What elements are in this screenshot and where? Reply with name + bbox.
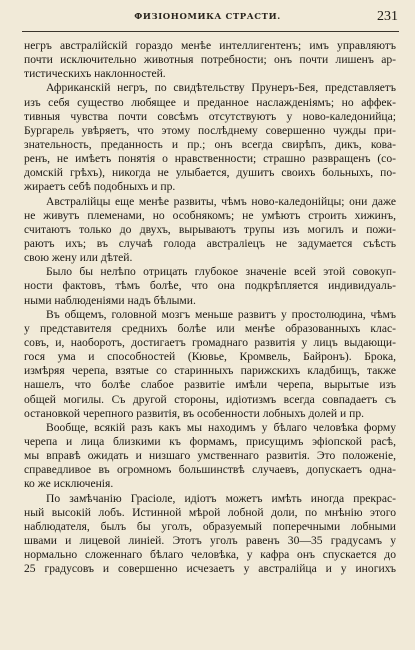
text-line: совъ, и, наоборотъ, достигаетъ громаднаго развитія у лицъ выдающи- [24,335,396,349]
text-line: ными наблюденіями надъ бѣлыми. [24,293,196,307]
text-line: у представителя среднихъ болѣе или менѣе образованныхъ клас- [24,321,396,335]
text-line: знательность, преданность и пр.; онъ всегда свирѣпъ, дикъ, кова- [24,137,396,151]
text-line: 25 градусовъ и совершенно исчезаетъ у австралійца и у иногихъ [24,562,396,576]
text-line: нормально сложеннаго бѣлаго человѣка, у кафра онъ спускается до [24,548,396,562]
text-line: справедливое въ огромномъ большинствѣ случаевъ, допускаетъ одна- [24,463,396,477]
text-line: мы вправѣ ожидать и низшаго умственнаго развитія. Это положеніе, [24,449,396,463]
page-header [0,10,415,28]
text-line: Бургарель увѣряетъ, что этому послѣднему совершенно чужды при- [24,123,396,137]
text-line: измѣряя черепа, взятые со старинныхъ парижскихъ кладбищъ, также [24,364,396,378]
text-line: свою жену или дѣтей. [24,251,133,265]
text-line: нашелъ, что болѣе слабое развитіе имѣли черепа, вырытые изъ [24,378,396,392]
text-line: считаютъ только до двухъ, вырываютъ трупы изъ могилъ и пожи- [24,222,396,236]
text-line: Австралійцы еще менѣе развиты, чѣмъ ново-каледонійцы; они даже [46,194,396,208]
text-line: негръ австралійскій гораздо менѣе интеллигентенъ; имъ управляютъ [24,39,396,52]
text-line: ности фактовъ, тѣмъ болѣе, что она подкрѣпляется индивидуаль- [24,279,396,293]
text-line: швами и лицевой линіей. Этотъ уголъ равенъ 30—35 градусамъ у [24,533,396,547]
header-rule [22,31,399,32]
text-line: По замѣчанію Грасіоле, идіотъ можетъ имѣть иногда прекрас- [46,491,396,505]
text-line: жираетъ себѣ подобныхъ и пр. [24,180,176,194]
text-line: ный высокій лобъ. Истинной мѣрой лобной доли, по мнѣнію этого [24,505,396,519]
text-line: тистическихъ наклонностей. [24,67,166,81]
body-text [24,39,396,576]
text-line: ренъ, не имѣетъ понятія о нравственности; страшно развращенъ (со- [24,152,396,166]
text-line: Африканскій негръ, по свидѣтельству Прунеръ-Бея, представляетъ [46,81,396,95]
text-line: гося ума и способностей (Кювье, Кромвель, Байронъ). Брока, [24,350,396,364]
text-line: общей могилы. Съ другой стороны, идіотизмъ всегда совпадаетъ съ [24,392,396,406]
text-line: раютъ ихъ; въ случаѣ голода австраліецъ не задумается съѣсть [24,236,396,250]
text-line: Было бы нелѣпо отрицать глубокое значеніе всей этой совокуп- [46,265,396,279]
running-title: ФИЗІОНОМИКА СТРАСТИ. [134,12,281,22]
text-line: Вообще, всякій разъ какъ мы находимъ у бѣлаго человѣка форму [46,420,396,434]
text-line: Въ общемъ, головной мозгъ меньше развитъ у простолюдина, чѣмъ [46,307,396,321]
page-number: 231 [377,9,398,24]
text-line: не живутъ племенами, но особнякомъ; не умѣютъ строить хижинъ, [24,208,396,222]
text-line: тивныя чувства почти совсѣмъ отсутствуютъ у ново-каледонийца; [24,109,396,123]
text-line: наблюдателя, былъ бы уголъ, образуемый поперечными лобными [24,519,396,533]
text-line: черепа и лица близкими къ формамъ, присущимъ эфіопской расѣ, [24,434,396,448]
text-line: почти исключительно животныя потребности; онъ почти лишенъ ар- [24,53,396,67]
text-line: ко же исключенія. [24,477,114,491]
text-line: домскій грѣхъ), никогда не улыбается, душитъ своихъ больныхъ, по- [24,166,396,180]
text-line: изъ себя существо любящее и преданное наслажденіямъ; но аффек- [24,95,396,109]
text-line: остановкой черепного развитія, въ особенности лобныхъ долей и пр. [24,406,365,420]
